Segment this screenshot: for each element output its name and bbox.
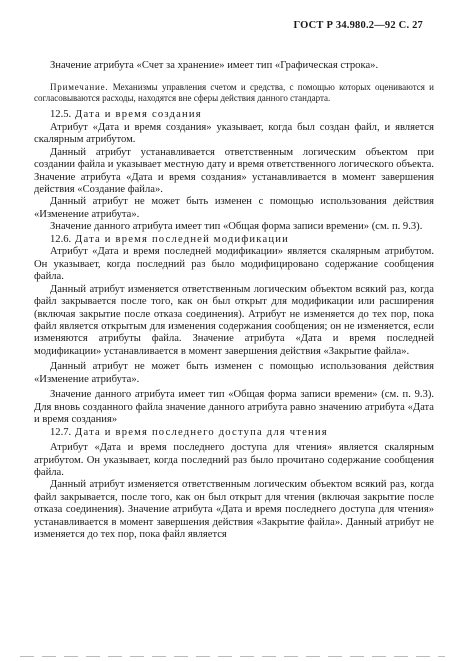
section-number: 12.7. <box>50 426 72 438</box>
note-text: Механизмы управления счетом и средства, с помощью которых оцениваются и согласовываются расходы, находятся вне сферы действия данного стандарта. <box>34 82 434 103</box>
paragraph: Значение данного атрибута имеет тип «Общая форма записи времени» (см. п. 9.3). Для вновь созданного файла значение данного атрибута равно значению атрибута «Дата и время создания» <box>34 389 434 426</box>
paragraph: Атрибут «Дата и время последнего доступа для чтения» является скалярным атрибутом. Он указывает, когда последний раз было прочитано содержание сообщения файла. <box>34 442 434 478</box>
paragraph: Данный атрибут изменяется ответственным логическим объектом всякий раз, когда файл закрывается, после того, как он был открыт для чтения (включая закрытие после отказа соединения). Значение атрибута «Дата и время последнего доступа для чтения» устанавливается в момент завершения действия «Закрытие файла». Данный атрибут не изменяется до тех пор, пока файл является <box>34 479 434 541</box>
paragraph: Данный атрибут не может быть изменен с помощью использования действия «Изменение атрибута». <box>34 361 434 385</box>
section-title: Дата и время создания <box>71 109 202 121</box>
section-number: 12.6. <box>50 233 72 245</box>
section-heading-12-6 <box>34 234 434 246</box>
section-title: Дата и время последней модификации <box>71 233 289 245</box>
paragraph: Значение атрибута «Счет за хранение» имеет тип «Графическая строка». <box>50 60 379 71</box>
page-bottom-edge <box>20 656 445 657</box>
page-header: ГОСТ Р 34.980.2—92 С. 27 <box>293 20 423 31</box>
note <box>34 82 434 103</box>
paragraph: Данный атрибут не может быть изменен с помощью использования действия «Изменение атрибута». <box>34 196 434 220</box>
note-label: Примечание. <box>50 82 109 93</box>
section-heading-12-5 <box>34 109 434 121</box>
paragraph: Данный атрибут изменяется ответственным логическим объектом всякий раз, когда файл закрывается после того, как он был открыт для модификации или расширения (включая закрытие после отказа соединения). Атрибут не изменяется до тех пор, пока файл является открытым для изменения содержания сообщения; он не изменяется, если изменяются атрибуты файла. Значение атрибута «Дата и время последней модификации» устанавливается в момент завершения действия «Закрытие файла». <box>34 283 434 357</box>
section-heading-12-7 <box>34 427 434 439</box>
paragraph: Атрибут «Дата и время последней модификации» является скалярным атрибутом. Он указывает, когда последний раз было модифицировано содержание сообщения файла. <box>34 246 434 283</box>
document-body <box>34 60 434 542</box>
section-number: 12.5. <box>50 109 72 121</box>
section-title: Дата и время последнего доступа для чтения <box>71 426 328 438</box>
paragraph: Значение данного атрибута имеет тип «Общая форма записи времени» (см. п. 9.3). <box>50 221 423 233</box>
paragraph: Данный атрибут устанавливается ответственным логическим объектом при создании файла и указывает местную дату и время ответственного логического объекта. Значение атрибута «Дата и время создания» устанавливается в момент завершения действия «Создание файла». <box>34 146 434 195</box>
paragraph: Атрибут «Дата и время создания» указывает, когда был создан файл, и является скалярным атрибутом. <box>34 121 434 146</box>
